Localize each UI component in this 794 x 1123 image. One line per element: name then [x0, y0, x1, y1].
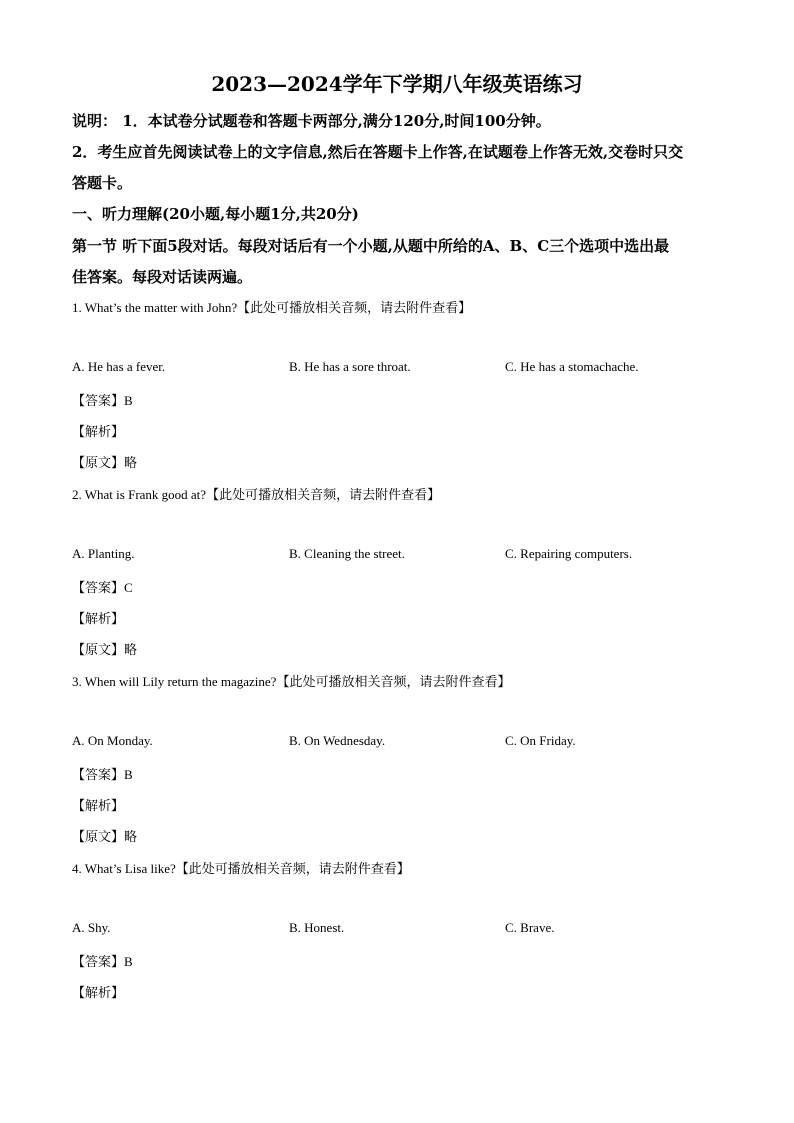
- answer-value: B: [124, 767, 133, 782]
- question-2-analysis: [72, 608, 124, 627]
- question-3-option-c: C. On Friday.: [505, 733, 576, 748]
- part-instruction-line-1: 第一节 听下面5段对话。每段对话后有一个小题,从题中所给的A、B、C三个选项中选出最: [72, 237, 670, 255]
- question-2-option-a: A. Planting.: [72, 546, 135, 561]
- instruction-line-2: 2．考生应首先阅读试卷上的文字信息,然后在答题卡上作答,在试题卷上作答无效,交卷时只交: [72, 143, 684, 161]
- question-3-text: 3. When will Lily return the magazine?【此处可播放相关音频，请去附件查看】: [72, 674, 511, 689]
- original-label: 【原文】: [72, 456, 125, 471]
- answer-value: C: [124, 580, 133, 595]
- original-label: 【原文】: [72, 643, 125, 658]
- question-3-original: [72, 826, 137, 845]
- question-1-text: 1. What’s the matter with John?【此处可播放相关音频，请去附件查看】: [72, 300, 472, 315]
- question-4-option-c: C. Brave.: [505, 920, 555, 935]
- answer-value: B: [124, 954, 133, 969]
- question-1-option-b: B. He has a sore throat.: [289, 359, 411, 374]
- question-3-analysis: [72, 795, 124, 814]
- analysis-label: 【解析】: [72, 986, 125, 1001]
- instruction-line-1: 说明： 1．本试卷分试题卷和答题卡两部分,满分120分,时间100分钟。: [72, 112, 551, 130]
- answer-label: 【答案】: [72, 394, 125, 409]
- answer-label: 【答案】: [72, 955, 125, 970]
- answer-label: 【答案】: [72, 768, 125, 783]
- question-1-analysis: [72, 421, 124, 440]
- question-1-answer: [72, 390, 133, 409]
- question-2-original: [72, 639, 137, 658]
- question-2-text: 2. What is Frank good at?【此处可播放相关音频，请去附件查看】: [72, 487, 441, 502]
- answer-value: B: [124, 393, 133, 408]
- original-value: 略: [124, 643, 138, 658]
- question-3-answer: [72, 764, 133, 783]
- question-4-analysis: [72, 982, 124, 1001]
- question-1-option-a: A. He has a fever.: [72, 359, 166, 374]
- question-1-option-c: C. He has a stomachache.: [505, 359, 639, 374]
- question-3-option-a: A. On Monday.: [72, 733, 153, 748]
- question-2-option-b: B. Cleaning the street.: [289, 546, 405, 561]
- analysis-label: 【解析】: [72, 612, 125, 627]
- question-4-option-a: A. Shy.: [72, 920, 111, 935]
- question-2-answer: [72, 577, 133, 596]
- question-4-text: 4. What’s Lisa like?【此处可播放相关音频，请去附件查看】: [72, 861, 410, 876]
- question-4-option-b: B. Honest.: [289, 920, 345, 935]
- part-instruction-line-2: 佳答案。每段对话读两遍。: [72, 268, 253, 286]
- question-2-option-c: C. Repairing computers.: [505, 546, 633, 561]
- question-4-answer: [72, 951, 133, 970]
- answer-label: 【答案】: [72, 581, 125, 596]
- original-value: 略: [124, 456, 138, 471]
- instruction-line-3: 答题卡。: [72, 174, 133, 192]
- analysis-label: 【解析】: [72, 799, 125, 814]
- original-value: 略: [124, 830, 138, 845]
- original-label: 【原文】: [72, 830, 125, 845]
- section-heading: 一、听力理解(20小题,每小题1分,共20分): [72, 205, 359, 223]
- question-1-original: [72, 452, 137, 471]
- question-3-option-b: B. On Wednesday.: [289, 733, 386, 748]
- analysis-label: 【解析】: [72, 425, 125, 440]
- page-title: 2023—2024学年下学期八年级英语练习: [211, 72, 583, 96]
